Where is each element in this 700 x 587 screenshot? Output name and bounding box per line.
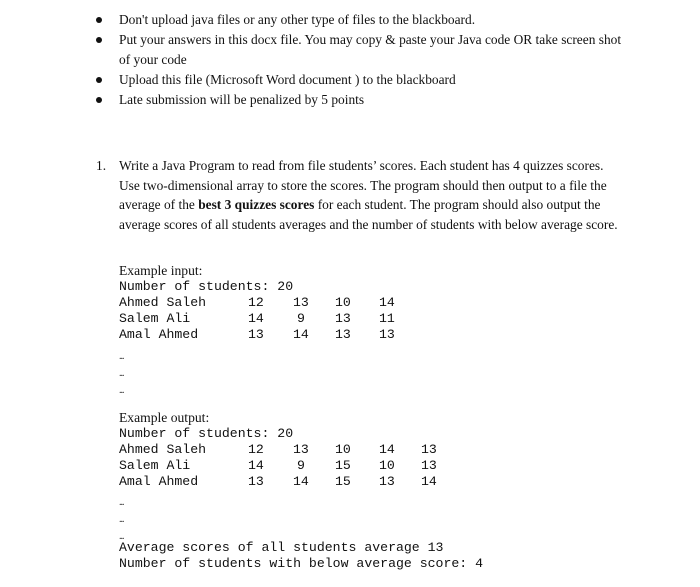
summary-below-average: Number of students with below average score: 4 [119,556,484,571]
score-cell: 15 [335,458,351,473]
average-cell: 14 [421,474,437,489]
student-name: Salem Ali [119,458,191,473]
score-cell: 13 [293,295,309,310]
average-cell: 13 [421,442,437,457]
score-cell: 14 [293,327,309,342]
student-name: Amal Ahmed [119,474,199,489]
score-cell: 13 [379,474,395,489]
ellipsis: ... [119,368,124,379]
example-output-count: Number of students: 20 [119,426,294,441]
question-text-emphasis: best 3 quizzes scores [198,197,315,212]
example-input-count: Number of students: 20 [119,279,294,294]
student-name: Salem Ali [119,311,191,326]
instruction-item: Late submission will be penalized by 5 points [88,90,628,110]
score-cell: 11 [379,311,395,326]
question-text-part: Write a Java Program to read from file students’ scores. Each student has 4 quizzes scores. Use two-dimensional array to store the scores. The program should then output to a file the average of the [119,158,607,212]
question-text-part: for each student. The program should also output the average scores of all students averages and the number of students with below average score. [119,197,618,232]
instruction-item: Put your answers in this docx file. You may copy & paste your Java code OR take screen shot of your code [88,30,628,70]
score-cell: 15 [335,474,351,489]
example-output-label: Example output: [119,410,210,425]
question-1 [96,156,620,234]
summary-average: Average scores of all students average 13 [119,540,444,555]
score-cell: 13 [379,327,395,342]
score-cell: 14 [248,311,264,326]
score-cell: 14 [379,295,395,310]
instructions-list [88,10,628,110]
student-name: Ahmed Saleh [119,442,207,457]
student-name: Ahmed Saleh [119,295,207,310]
score-cell: 13 [248,474,264,489]
score-cell: 9 [297,311,305,326]
ellipsis: ... [119,385,124,396]
student-name: Amal Ahmed [119,327,199,342]
ellipsis: ... [119,514,124,525]
instruction-item: Don't upload java files or any other type of files to the blackboard. [88,10,628,30]
question-number: 1. [96,158,107,173]
score-cell: 13 [293,442,309,457]
ellipsis: ... [119,531,124,542]
instruction-item: Upload this file (Microsoft Word document ) to the blackboard [88,70,628,90]
score-cell: 9 [297,458,305,473]
score-cell: 14 [248,458,264,473]
average-cell: 13 [421,458,437,473]
score-cell: 13 [248,327,264,342]
ellipsis: ... [119,497,124,508]
score-cell: 13 [335,311,351,326]
score-cell: 10 [335,295,351,310]
example-input-label: Example input: [119,263,203,278]
score-cell: 10 [379,458,395,473]
score-cell: 14 [293,474,309,489]
score-cell: 12 [248,442,264,457]
score-cell: 13 [335,327,351,342]
score-cell: 12 [248,295,264,310]
score-cell: 10 [335,442,351,457]
ellipsis: ... [119,351,124,362]
score-cell: 14 [379,442,395,457]
question-text [119,156,620,234]
